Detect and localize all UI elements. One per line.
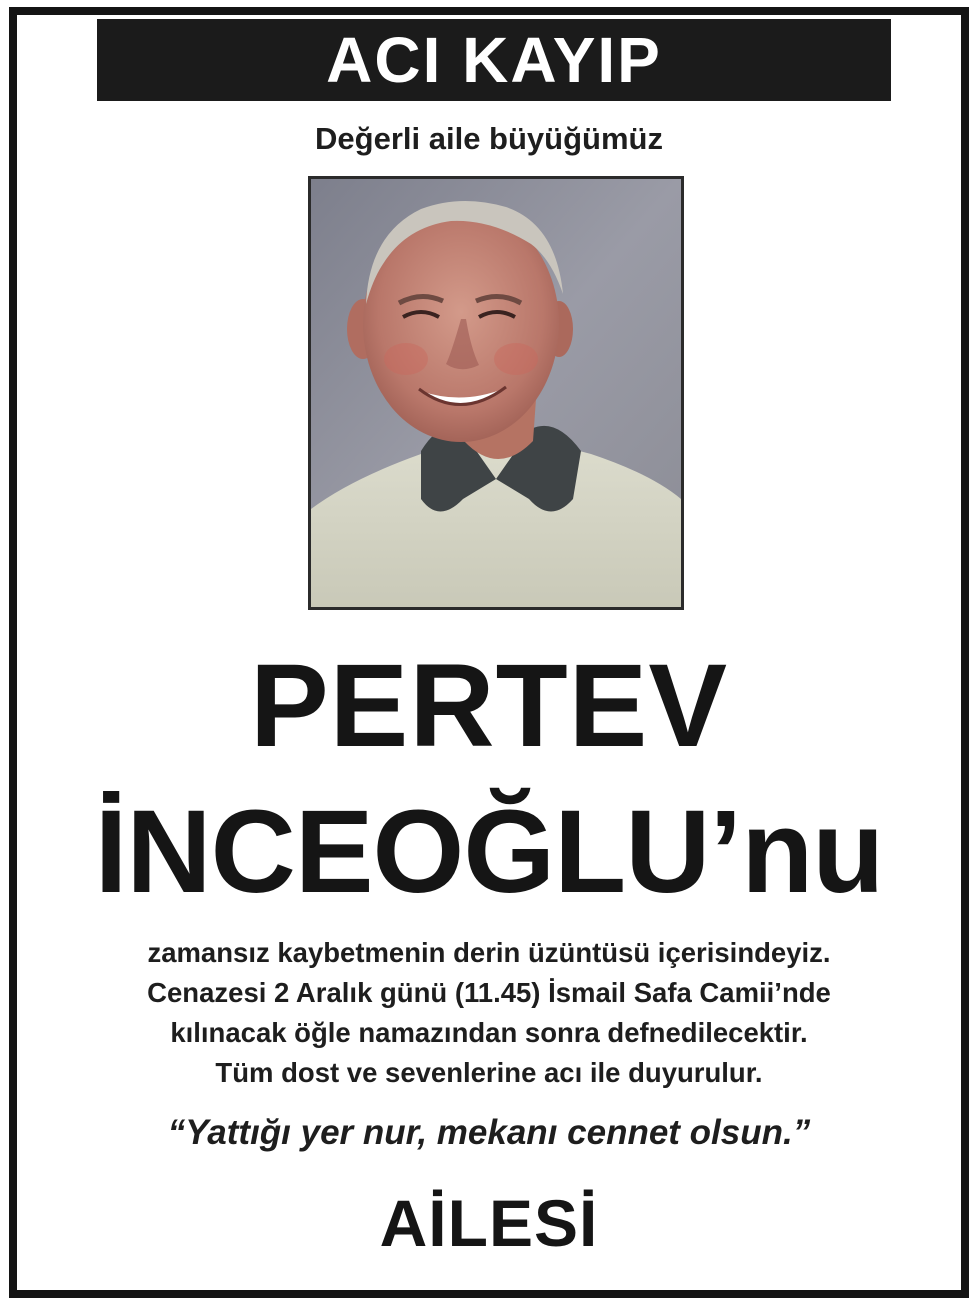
family-signature: AİLESİ xyxy=(379,1186,599,1260)
announcement-text xyxy=(17,933,961,1093)
header-title: ACI KAYIP xyxy=(326,24,662,96)
intro-text: Değerli aile büyüğümüz xyxy=(315,121,663,156)
announcement-line: zamansız kaybetmenin derin üzüntüsü içerisindeyiz. xyxy=(147,937,831,968)
deceased-last-name: İNCEOĞLU’nu xyxy=(94,786,884,918)
announcement-line: kılınacak öğle namazından sonra defnedilecektir. xyxy=(170,1017,808,1048)
deceased-first-name: PERTEV xyxy=(249,640,729,772)
announcement-line: Tüm dost ve sevenlerine acı ile duyurulur. xyxy=(215,1057,763,1088)
portrait-illustration xyxy=(311,179,681,607)
announcement-line: Cenazesi 2 Aralık günü (11.45) İsmail Safa Camii’nde xyxy=(147,977,831,1008)
obituary-frame xyxy=(9,7,969,1298)
portrait-photo xyxy=(308,176,684,610)
prayer-quote: “Yattığı yer nur, mekanı cennet olsun.” xyxy=(167,1113,811,1152)
header-bar xyxy=(97,19,891,101)
